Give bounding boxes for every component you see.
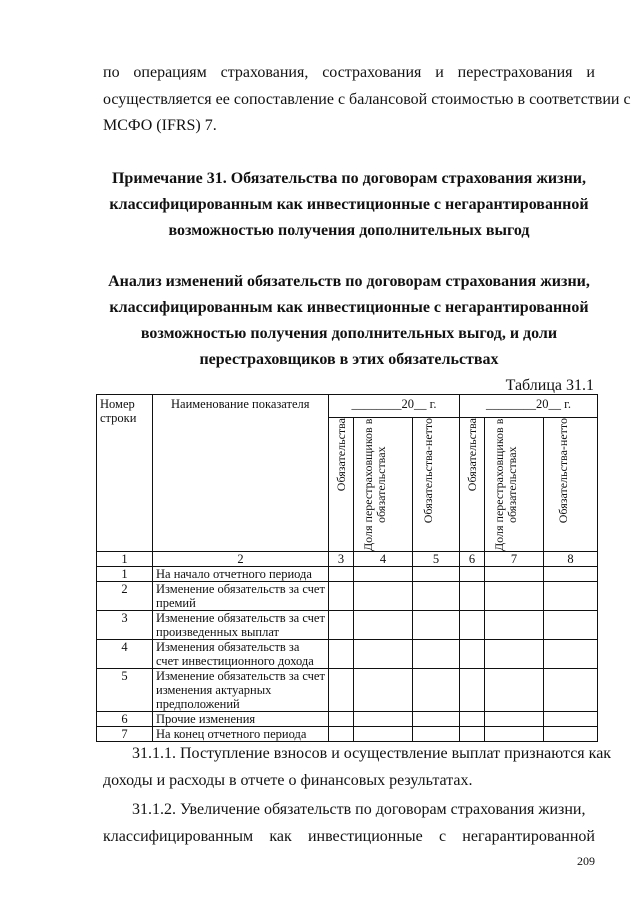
word: инвестиционные: [307, 828, 423, 845]
col-number: 1: [97, 552, 153, 567]
subheader-text: Доля перестраховщиков в обязательствах: [492, 418, 519, 551]
heading-line: классифицированным как инвестиционные с негарантированной: [109, 299, 589, 316]
data-table: [96, 394, 598, 742]
subheader-text: Доля перестраховщиков в обязательствах: [361, 418, 388, 551]
row-number: 7: [97, 727, 153, 742]
cell: [413, 640, 460, 669]
body-line: МСФО (IFRS) 7.: [103, 117, 217, 134]
cell: [485, 640, 544, 669]
cell: [354, 582, 413, 611]
table-row: [97, 712, 598, 727]
cell: [354, 640, 413, 669]
cell: [354, 669, 413, 712]
col-number: 3: [329, 552, 354, 567]
cell: [329, 669, 354, 712]
cell: [544, 582, 598, 611]
cell: [485, 669, 544, 712]
subheader-liabilities: [329, 418, 354, 552]
cell: [485, 567, 544, 582]
word: и: [586, 64, 595, 81]
cell: [329, 567, 354, 582]
cell: [354, 567, 413, 582]
heading-line: возможностью получения дополнительных выгод: [168, 222, 530, 239]
word: с: [438, 828, 447, 845]
cell: [354, 611, 413, 640]
cell: [329, 712, 354, 727]
cell: [329, 640, 354, 669]
body-line: 31.1.1. Поступление взносов и осуществление выплат признаются как: [132, 745, 612, 762]
cell: [413, 582, 460, 611]
subheader-liabilities: [460, 418, 485, 552]
table-row: [97, 727, 598, 742]
table-row: [97, 567, 598, 582]
word: как: [269, 828, 292, 845]
heading-line: классифицированным как инвестиционные с негарантированной: [109, 196, 589, 213]
row-label: Изменение обязательств за счет изменения актуарных предположений: [153, 669, 329, 712]
heading-line: Анализ изменений обязательств по договорам страхования жизни,: [108, 273, 590, 290]
cell: [413, 727, 460, 742]
page-number: 209: [577, 854, 595, 868]
row-number: 2: [97, 582, 153, 611]
cell: [354, 727, 413, 742]
header-period-2: ________20__ г.: [460, 395, 598, 418]
row-number: 6: [97, 712, 153, 727]
word: по: [103, 64, 120, 81]
cell: [460, 727, 485, 742]
table-caption: Таблица 31.1: [505, 377, 594, 394]
subheader-net: [413, 418, 460, 552]
table-row: [97, 611, 598, 640]
cell: [460, 669, 485, 712]
cell: [485, 712, 544, 727]
header-row-number: Номер строки: [97, 395, 153, 552]
col-number: 5: [413, 552, 460, 567]
cell: [544, 640, 598, 669]
word: сострахования: [322, 64, 422, 81]
subheader-text: Обязательства: [464, 418, 479, 492]
cell: [460, 640, 485, 669]
col-number: 6: [460, 552, 485, 567]
table-row: [97, 582, 598, 611]
row-label: Изменение обязательств за счет премий: [153, 582, 329, 611]
cell: [485, 727, 544, 742]
word: операциям: [133, 64, 207, 81]
row-number: 1: [97, 567, 153, 582]
note-heading: [103, 166, 595, 244]
row-label: На начало отчетного периода: [153, 567, 329, 582]
col-number: 4: [354, 552, 413, 567]
heading-line: возможностью получения дополнительных выгод, и доли: [140, 325, 558, 342]
cell: [485, 611, 544, 640]
cell: [544, 567, 598, 582]
word: классифицированным: [103, 828, 254, 845]
cell: [329, 727, 354, 742]
col-number: 2: [153, 552, 329, 567]
table-row: [97, 669, 598, 712]
heading-line: перестраховщиков в этих обязательствах: [199, 351, 499, 368]
cell: [485, 582, 544, 611]
cell: [544, 669, 598, 712]
subheader-reinsurer-share: [354, 418, 413, 552]
cell: [354, 712, 413, 727]
header-period-1: ________20__ г.: [329, 395, 460, 418]
word: перестрахования: [457, 64, 573, 81]
cell: [413, 611, 460, 640]
subheader-net: [544, 418, 598, 552]
subheader-text: Обязательства: [333, 418, 348, 492]
row-number: 4: [97, 640, 153, 669]
subheader-text: Обязательства-нетто: [555, 418, 570, 524]
row-label: Изменения обязательств за счет инвестиционного дохода: [153, 640, 329, 669]
cell: [413, 669, 460, 712]
cell: [544, 611, 598, 640]
heading-line: Примечание 31. Обязательства по договорам страхования жизни,: [111, 170, 587, 187]
header-indicator: Наименование показателя: [153, 395, 329, 552]
body-line: доходы и расходы в отчете о финансовых результатах.: [103, 772, 473, 789]
cell: [460, 611, 485, 640]
subheader-text: Обязательства-нетто: [421, 418, 435, 524]
cell: [460, 567, 485, 582]
table-row: [97, 640, 598, 669]
cell: [413, 567, 460, 582]
cell: [544, 712, 598, 727]
cell: [413, 712, 460, 727]
cell: [460, 712, 485, 727]
column-number-row: [97, 552, 598, 567]
row-number: 3: [97, 611, 153, 640]
word: и: [435, 64, 444, 81]
cell: [329, 611, 354, 640]
col-number: 7: [485, 552, 544, 567]
analysis-heading: [103, 269, 595, 373]
body-line: 31.1.2. Увеличение обязательств по договорам страхования жизни,: [132, 801, 586, 818]
word: негарантированной: [462, 828, 595, 845]
header-row: [97, 395, 598, 418]
row-label: Изменение обязательств за счет произведенных выплат: [153, 611, 329, 640]
row-label: Прочие изменения: [153, 712, 329, 727]
body-line: [103, 64, 595, 82]
body-line: [103, 828, 595, 846]
subheader-reinsurer-share: [485, 418, 544, 552]
body-line: осуществляется ее сопоставление с балансовой стоимостью в соответствии с: [103, 91, 631, 108]
row-label: На конец отчетного периода: [153, 727, 329, 742]
row-number: 5: [97, 669, 153, 712]
cell: [460, 582, 485, 611]
col-number: 8: [544, 552, 598, 567]
word: страхования,: [220, 64, 309, 81]
cell: [329, 582, 354, 611]
cell: [544, 727, 598, 742]
